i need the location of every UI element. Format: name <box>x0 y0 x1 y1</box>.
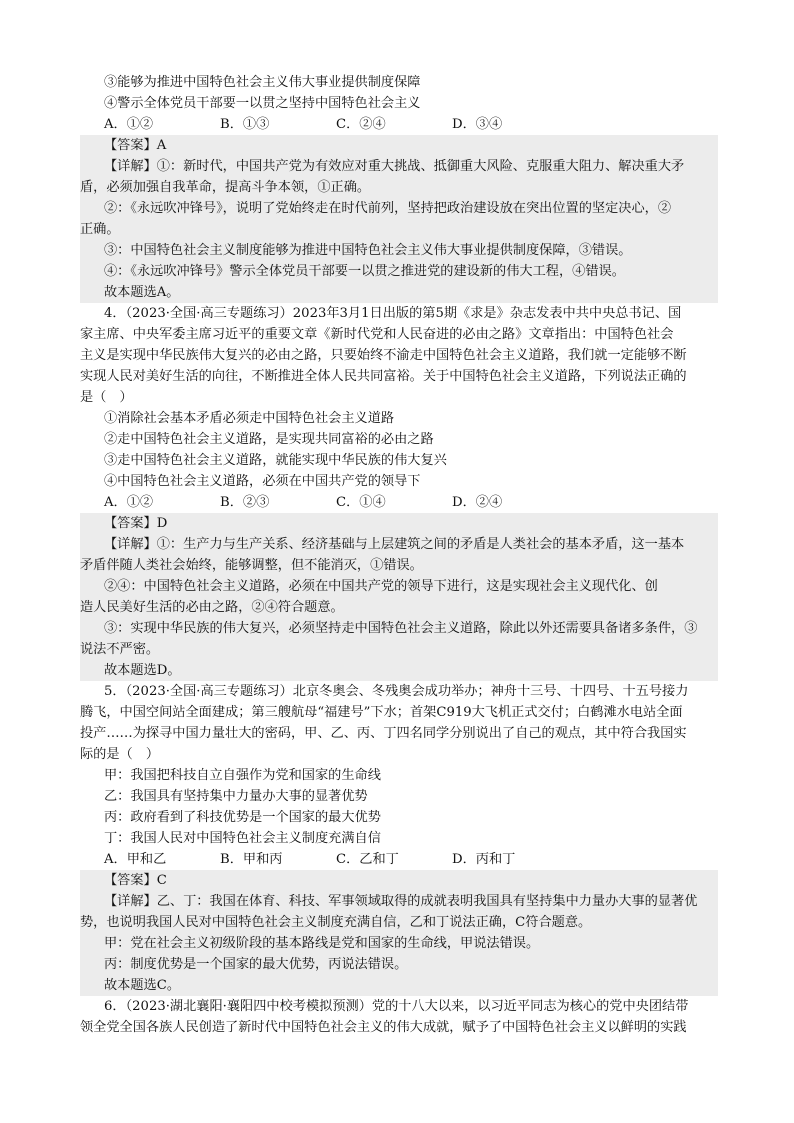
answer-explanation-line: ③：中国特色社会主义制度能够为推进中国特色社会主义伟大事业提供制度保障，③错误。 <box>80 240 718 261</box>
question-text-line: 丁：我国人民对中国特色社会主义制度充满自信 <box>104 831 381 846</box>
question-text-line: ①消除社会基本矛盾必须走中国特色社会主义道路 <box>104 411 395 426</box>
question-text-line: 丙：政府看到了科技优势是一个国家的最大优势 <box>104 810 381 825</box>
option-c: C．①④ <box>336 495 386 510</box>
answer-explanation-line: 正确。 <box>80 219 718 240</box>
answer-explanation-line: 甲：党在社会主义初级阶段的基本路线是党和国家的生命线，甲说法错误。 <box>80 933 718 954</box>
question-text-line: 是（ ） <box>80 390 133 405</box>
question-text-line: ④中国特色社会主义道路，必须在中国共产党的领导下 <box>104 474 421 489</box>
question-text-line: ④警示全体党员干部要一以贯之坚持中国特色社会主义 <box>104 96 421 111</box>
option-a: A．甲和乙 <box>104 852 167 867</box>
answer-explanation-line: 【详解】①：生产力与生产关系、经济基础与上层建筑之间的矛盾是人类社会的基本矛盾，这一基本 <box>80 534 718 555</box>
answer-explanation-line: 造人民美好生活的必由之路，②④符合题意。 <box>80 597 718 618</box>
answer-explanation-line: ④：《永远吹冲锋号》警示全体党员干部要一以贯之推进党的建设新的伟大工程，④错误。 <box>80 261 718 282</box>
answer-explanation-line: 矛盾伴随人类社会始终，能够调整，但不能消灭，①错误。 <box>80 555 718 576</box>
answer-explanation-line: ②④：中国特色社会主义道路，必须在中国共产党的领导下进行，这是实现社会主义现代化、创 <box>80 576 718 597</box>
answer-explanation-line: ③：实现中华民族的伟大复兴，必须坚持走中国特色社会主义道路，除此以外还需要具备诸多条件，③ <box>80 618 718 639</box>
option-a: A．①② <box>104 117 154 132</box>
answer-explanation-line: ②：《永远吹冲锋号》，说明了党始终走在时代前列，坚持把政治建设放在突出位置的坚定决心，② <box>80 198 718 219</box>
option-a: A．①② <box>104 495 154 510</box>
answer-options <box>0 849 794 870</box>
answer-explanation-line: 盾，必须加强自我革命，提高斗争本领，①正确。 <box>80 177 718 198</box>
answer-explanation-line: 【详解】乙、丁：我国在体育、科技、军事领域取得的成就表明我国具有坚持集中力量办大事的显著优 <box>80 891 718 912</box>
option-b: B．①③ <box>220 117 270 132</box>
answer-explanation-line: 【答案】C <box>80 870 718 891</box>
option-b: B．甲和丙 <box>220 852 283 867</box>
option-c: C．②④ <box>336 117 386 132</box>
answer-explanation-line: 丙：制度优势是一个国家的最大优势，丙说法错误。 <box>80 954 718 975</box>
answer-explanation-line: 故本题选C。 <box>80 975 718 996</box>
question-text-line: 投产……为探寻中国力量壮大的密码，甲、乙、丙、丁四名同学分别说出了自己的观点，其中符合我国实 <box>80 726 687 741</box>
answer-options <box>0 492 794 513</box>
question-text-line: ②走中国特色社会主义道路，是实现共同富裕的必由之路 <box>104 432 434 447</box>
answer-explanation-line: 说法不严密。 <box>80 639 718 660</box>
option-b: B．②③ <box>220 495 270 510</box>
question-text-line: 领全党全国各族人民创造了新时代中国特色社会主义的伟大成就，赋予了中国特色社会主义以鲜明的实践 <box>80 1020 687 1035</box>
question-text-line: 家主席、中央军委主席习近平的重要文章《新时代党和人民奋进的必由之路》文章指出：中国特色社会 <box>80 327 674 342</box>
question-text-line: 际的是（ ） <box>80 747 160 762</box>
question-text-line: 主义是实现中华民族伟大复兴的必由之路，只要始终不渝走中国特色社会主义道路，我们就一定能够不断 <box>80 348 687 363</box>
answer-explanation-line: 故本题选A。 <box>80 282 718 303</box>
question-text-line: 6．（2023·湖北襄阳·襄阳四中校考模拟预测）党的十八大以来，以习近平同志为核心的党中央团结带 <box>104 999 689 1014</box>
question-text-line: 4．（2023·全国·高三专题练习）2023年3月1日出版的第5期《求是》杂志发表中共中央总书记、国 <box>104 306 682 321</box>
answer-explanation-line: 【答案】D <box>80 513 718 534</box>
option-c: C．乙和丁 <box>336 852 399 867</box>
question-text-line: 乙：我国具有坚持集中力量办大事的显著优势 <box>104 789 368 804</box>
question-text-line: 5．（2023·全国·高三专题练习）北京冬奥会、冬残奥会成功举办；神舟十三号、十四号、十五号接力 <box>104 684 689 699</box>
question-text-line: ③能够为推进中国特色社会主义伟大事业提供制度保障 <box>104 75 421 90</box>
answer-explanation-line: 故本题选D。 <box>80 660 718 681</box>
question-text-line: 实现人民对美好生活的向往，不断推进全体人民共同富裕。关于中国特色社会主义道路，下列说法正确的 <box>80 369 687 384</box>
answer-explanation-line: 【答案】A <box>80 135 718 156</box>
question-text-line: 甲：我国把科技自立自强作为党和国家的生命线 <box>104 768 381 783</box>
option-d: D．③④ <box>452 117 503 132</box>
answer-explanation-line: 【详解】①：新时代，中国共产党为有效应对重大挑战、抵御重大风险、克服重大阻力、解决重大矛 <box>80 156 718 177</box>
question-text-line: 腾飞，中国空间站全面建成；第三艘航母“福建号”下水；首架C919大飞机正式交付；白鹤滩水电站全面 <box>80 705 683 720</box>
option-d: D．②④ <box>452 495 503 510</box>
answer-options <box>0 114 794 135</box>
option-d: D．丙和丁 <box>452 852 516 867</box>
question-text-line: ③走中国特色社会主义道路，就能实现中华民族的伟大复兴 <box>104 453 447 468</box>
answer-explanation-line: 势，也说明我国人民对中国特色社会主义制度充满自信，乙和丁说法正确，C符合题意。 <box>80 912 718 933</box>
